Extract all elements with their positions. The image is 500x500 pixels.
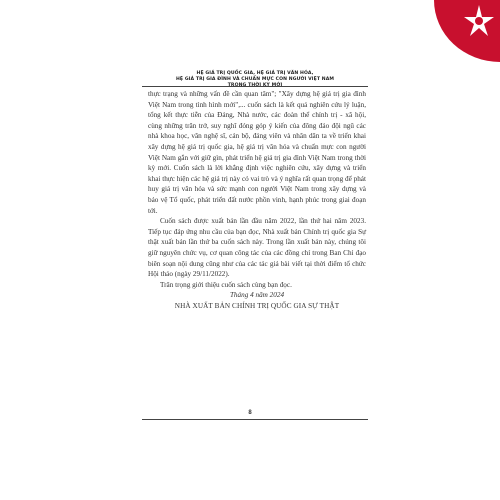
header-divider xyxy=(142,86,368,87)
publisher-logo xyxy=(434,0,500,62)
running-header-line-2: HỆ GIÁ TRỊ GIA ĐÌNH VÀ CHUẨN MỰC CON NGƯỜI VIỆT NAM TRONG THỜI KỲ MỚI xyxy=(175,77,335,88)
paragraph-3: Trân trọng giới thiệu cuốn sách cùng bạn đọc. xyxy=(160,280,292,289)
body-text xyxy=(148,89,366,311)
paragraph-1: thực trạng và những vấn đề cần quan tâm"; "Xây dựng hệ giá trị gia đình Việt Nam trong tình hình mới",... cuốn sách là kết quả nghiên cứu lý luận, tổng kết thực tiễn của Đảng, Nhà nước, các đoàn thể chính trị - xã hội, cùng những trăn trở, suy nghĩ đóng góp ý kiến của đông đảo đội ngũ các nhà khoa học, văn nghệ sĩ, cán bộ, đảng viên và nhân dân ta về triển khai xây dựng hệ giá trị quốc gia, hệ giá trị văn hóa và chuẩn mực con người Việt Nam gắn với giữ gìn, phát triển hệ giá trị gia đình Việt Nam trong thời kỳ mới. Cuốn sách là lời khẳng định việc nghiên cứu, xây dựng và triển khai thực hiện các hệ giá trị này có vai trò và ý nghĩa rất quan trọng để phát huy giá trị văn hóa và sức mạnh con người Việt Nam trong xây dựng và bảo vệ Tổ quốc, phát triển đất nước phồn vinh, hạnh phúc trong giai đoạn tới. xyxy=(148,90,366,215)
page-number: 8 xyxy=(248,410,252,416)
signature-date: Tháng 4 năm 2024 xyxy=(229,291,285,300)
signature-publisher: NHÀ XUẤT BẢN CHÍNH TRỊ QUỐC GIA SỰ THẬT xyxy=(174,301,340,310)
footer-divider xyxy=(142,419,368,420)
running-header-line-1: HỆ GIÁ TRỊ QUỐC GIA, HỆ GIÁ TRỊ VĂN HÓA, xyxy=(196,71,314,76)
paragraph-2: Cuốn sách được xuất bản lần đầu năm 2022, lần thứ hai năm 2023. Tiếp tục đáp ứng nhu cầu của bạn đọc, Nhà xuất bản Chính trị quốc gia Sự thật xuất bản lần thứ ba cuốn sách này. Trong lần xuất bản này, chúng tôi giữ nguyên chức vụ, cơ quan công tác của các đồng chí trong Ban Chỉ đạo biên soạn nội dung cũng như của các tác giả bài viết tại thời điểm tổ chức Hội thảo (ngày 29/11/2022). xyxy=(148,217,366,279)
star-emblem-icon xyxy=(462,4,496,38)
